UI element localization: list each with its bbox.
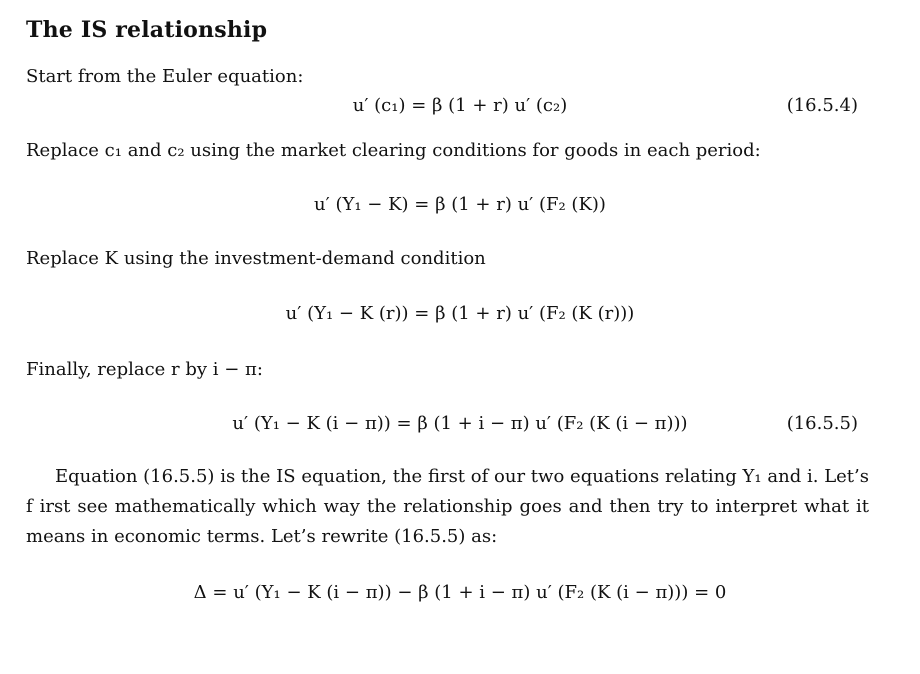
section-heading: The IS relationship [26,17,268,43]
equation-number-16-5-4: (16.5.4) [786,95,858,116]
equation-market-clearing: u′ (Y₁ − K) = β (1 + r) u′ (F₂ (K)) [314,194,606,215]
equation-investment-demand: u′ (Y₁ − K (r)) = β (1 + r) u′ (F₂ (K (r))) [285,303,635,324]
paragraph-finally: Finally, replace r by i − π: [26,359,263,380]
paragraph-is-explanation: Equation (16.5.5) is the IS equation, the first of our two equations relating Y₁ and i. Let’s f irst see mathematically which way the relationship goes and then try to interpret what it means in economic terms. Let’s rewrite (16.5.5) as: [26,466,869,547]
equation-delta: Δ = u′ (Y₁ − K (i − π)) − β (1 + i − π) u′ (F₂ (K (i − π))) = 0 [193,582,727,603]
paragraph-replace-c: Replace c₁ and c₂ using the market clearing conditions for goods in each period: [26,140,761,161]
equation-number-16-5-5: (16.5.5) [786,413,858,434]
paragraph-start: Start from the Euler equation: [26,66,304,87]
paragraph-replace-k: Replace K using the investment-demand condition [26,248,486,269]
equation-euler: u′ (c₁) = β (1 + r) u′ (c₂) [352,95,568,116]
equation-is: u′ (Y₁ − K (i − π)) = β (1 + i − π) u′ (F₂ (K (i − π))) [232,413,688,434]
